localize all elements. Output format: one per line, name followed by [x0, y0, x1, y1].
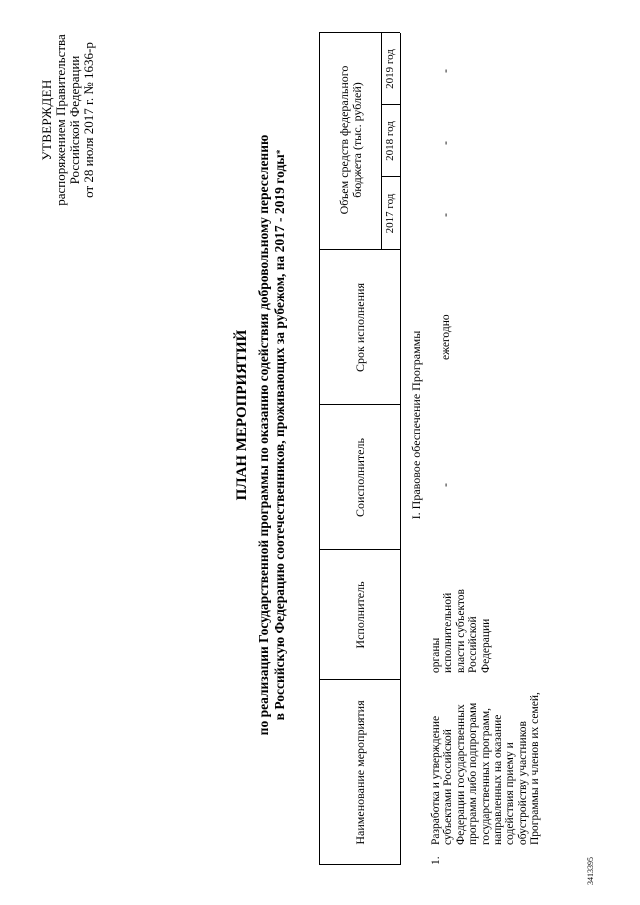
row-name [430, 675, 542, 845]
footnote-mark: * [275, 149, 285, 155]
year-2019-header: 2019 год [384, 49, 396, 89]
row-number: 1. [430, 856, 442, 865]
row-2018-value: - [440, 141, 452, 145]
header-name-text: Наименование мероприятия [352, 700, 367, 845]
row-coexecutor: - [440, 483, 452, 487]
header-coexecutor-text: Соисполнитель [352, 438, 367, 517]
table-top-border [319, 33, 320, 865]
row-name-line: содействия приему и [504, 742, 517, 845]
header-deadline [322, 255, 398, 400]
table-col-divider-3 [319, 404, 400, 405]
table-col-divider-2 [319, 549, 400, 550]
table-col-divider-1 [319, 679, 400, 680]
table-left-border [319, 864, 400, 865]
header-name [322, 685, 398, 860]
row-name-line: Разработка и утверждение [430, 715, 442, 845]
plan-subtitle [256, 55, 288, 815]
row-executor-line: Федерации [479, 618, 492, 673]
plan-title: ПЛАН МЕРОПРИЯТИЙ [234, 329, 250, 501]
header-coexecutor [322, 410, 398, 545]
year-2018-header: 2018 год [384, 121, 396, 161]
approval-title: УТВЕРЖДЕН [39, 79, 54, 161]
row-name-line: направленных на оказание [492, 714, 505, 845]
year-2017-header: 2017 год [384, 193, 396, 234]
plan-subtitle-line-1: по реализации Государственной программы по оказанию содействия добровольному переселению [256, 134, 271, 736]
header-executor-text: Исполнитель [352, 581, 367, 649]
approval-line-1: распоряжением Правительства [53, 34, 68, 206]
row-executor-line: органы [430, 637, 442, 673]
approval-line-2: Российской Федерации [67, 55, 82, 185]
table-header-bottom-border [400, 33, 401, 865]
row-name-line: обустройству участников [516, 721, 529, 845]
plan-subtitle-line-2 [272, 55, 288, 815]
row-executor [430, 558, 492, 673]
row-executor-line: Российской [467, 616, 480, 673]
header-budget [322, 65, 380, 215]
header-executor [322, 555, 398, 675]
row-executor-line: власти субъектов [454, 589, 467, 673]
header-deadline-text: Срок исполнения [352, 283, 367, 372]
plan-subtitle-line-2-text: в Российскую Федерацию соотечественников, проживающих за рубежом, на 2017 - 2019 годы [272, 154, 287, 721]
approval-block [40, 25, 96, 215]
row-executor-line: исполнительной [442, 592, 455, 673]
row-2019-value: - [440, 69, 452, 73]
row-name-line: государственных программ, [479, 707, 492, 845]
row-name-line: Программы и членов их семей, [529, 692, 542, 845]
document-id: 3413395 [586, 857, 595, 885]
row-name-line: программ либо подпрограмм [467, 702, 480, 845]
approval-line-3: от 28 июля 2017 г. № 1636-р [81, 42, 96, 198]
row-name-line: Федерации государственных [454, 704, 467, 845]
row-deadline: ежегодно [440, 314, 452, 360]
section-title: I. Правовое обеспечение Программы [409, 330, 423, 520]
header-budget-text: Объем средств федерального бюджета (тыс. рублей) [337, 65, 364, 215]
row-2017-value: - [440, 213, 452, 217]
table-years-divider [381, 33, 382, 250]
row-name-line: субъектами Российской [442, 729, 455, 845]
